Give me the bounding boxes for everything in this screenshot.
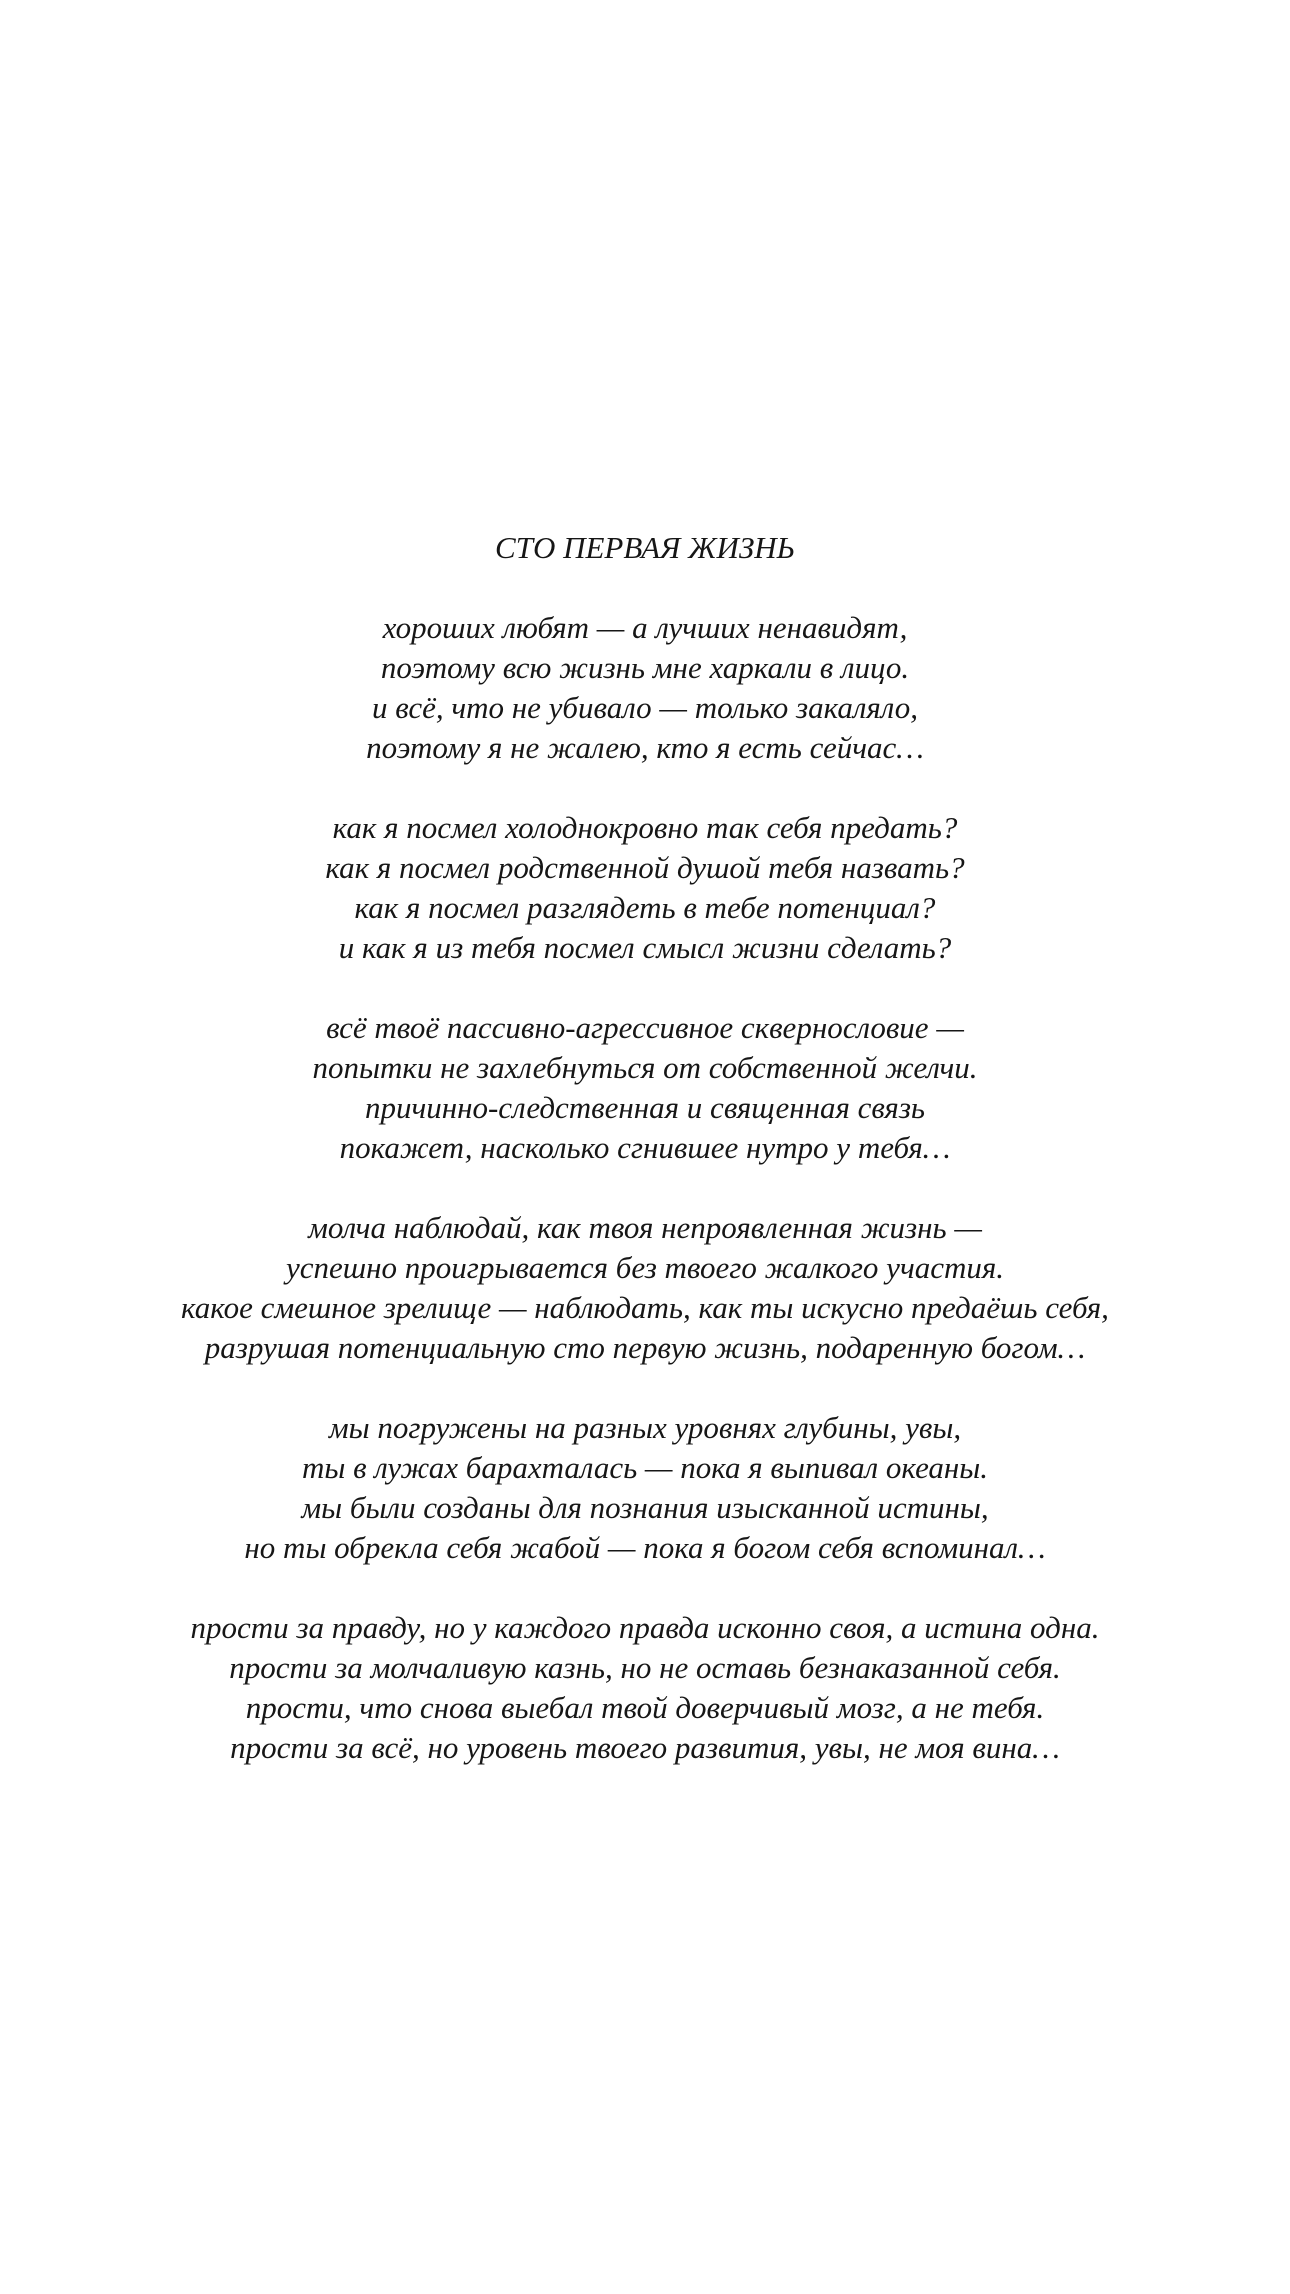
stanza-4 [0, 1208, 1290, 1368]
poem-line: всё твоё пассивно-агрессивное сквернословие — [326, 1010, 964, 1045]
poem-line: и как я из тебя посмел смысл жизни сделать? [338, 930, 952, 965]
stanza-1 [0, 608, 1290, 768]
stanza-5 [0, 1408, 1290, 1568]
poem-line: прости, что снова выебал твой доверчивый мозг, а не тебя. [245, 1690, 1045, 1725]
poem-line: прости за молчаливую казнь, но не оставь безнаказанной себя. [229, 1650, 1061, 1685]
poem-line: молча наблюдай, как твоя непроявленная жизнь — [308, 1210, 982, 1245]
poem-line: и всё, что не убивало — только закаляло, [372, 690, 918, 725]
stanza-3 [0, 1008, 1290, 1168]
poem-line: прости за правду, но у каждого правда исконно своя, а истина одна. [190, 1610, 1100, 1645]
poem-line: какое смешное зрелище — наблюдать, как ты искусно предаёшь себя, [181, 1290, 1109, 1325]
poem-line: успешно проигрывается без твоего жалкого участия. [285, 1250, 1005, 1285]
poem-title: СТО ПЕРВАЯ ЖИЗНЬ [495, 530, 795, 565]
poem-line: прости за всё, но уровень твоего развития, увы, не моя вина… [230, 1730, 1060, 1765]
poem-line: как я посмел родственной душой тебя назвать? [325, 850, 965, 885]
poem-line: попытки не захлебнуться от собственной желчи. [312, 1050, 978, 1085]
poem-line: мы были созданы для познания изысканной истины, [301, 1490, 989, 1525]
poem-line: мы погружены на разных уровнях глубины, увы, [328, 1410, 962, 1445]
stanza-6 [0, 1608, 1290, 1768]
poem-line: но ты обрекла себя жабой — пока я богом себя вспоминал… [244, 1530, 1046, 1565]
poem-line: разрушая потенциальную сто первую жизнь, подаренную богом… [204, 1330, 1086, 1365]
poem-line: покажет, насколько сгнившее нутро у тебя… [339, 1130, 951, 1165]
poem-line: как я посмел холоднокровно так себя предать? [332, 810, 958, 845]
poem-line: ты в лужах барахталась — пока я выпивал океаны. [301, 1450, 989, 1485]
poem [0, 528, 1290, 1808]
stanza-2 [0, 808, 1290, 968]
poem-line: поэтому всю жизнь мне харкали в лицо. [380, 650, 910, 685]
poem-line: причинно-следственная и священная связь [364, 1090, 926, 1125]
poem-line: хороших любят — а лучших ненавидят, [382, 610, 908, 645]
poem-line: как я посмел разглядеть в тебе потенциал? [354, 890, 936, 925]
poem-line: поэтому я не жалею, кто я есть сейчас… [366, 730, 924, 765]
